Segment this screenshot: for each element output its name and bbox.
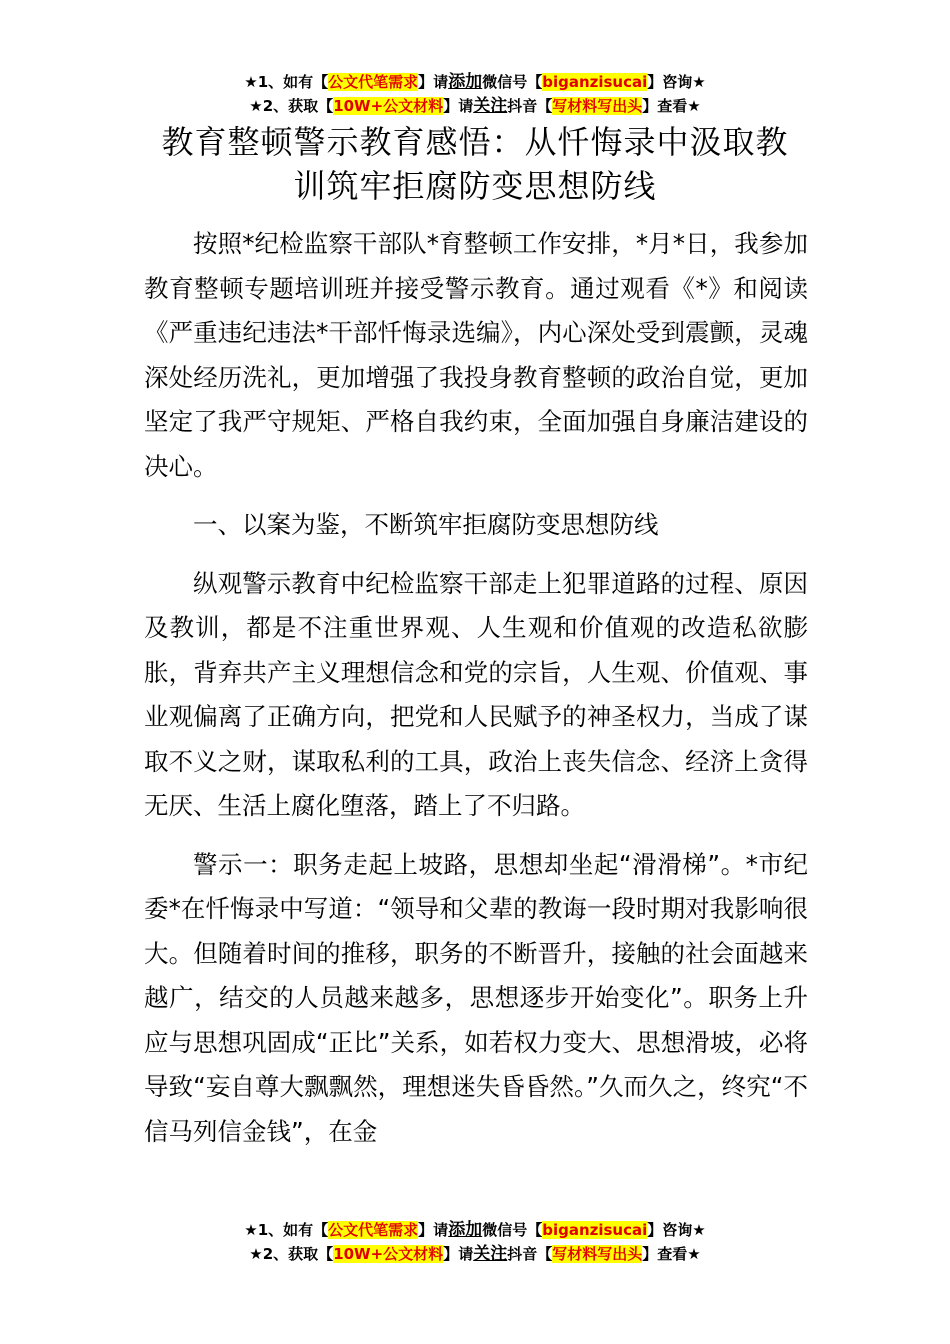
title-line-1: 教育整顿警示教育感悟：从忏悔录中汲取教 [161,123,789,161]
header-banner [0,70,950,118]
document-title [0,120,950,208]
banner-highlight: 10W+公文材料 [333,1245,444,1263]
banner-highlight: 公文代笔需求 [328,1221,419,1239]
section-heading: 一、以案为鉴，不断筑牢拒腐防变思想防线 [193,510,659,539]
paragraph-analysis: 纵观警示教育中纪检监察干部走上犯罪道路的过程、原因及教训，都是不注重世界观、人生观和价值观的改造私欲膨胀，背弃共产主义理想信念和党的宗旨，人生观、价值观、事业观偏离了正确方向，把党和人民赋予的神圣权力，当成了谋取不义之财，谋取私利的工具，政治上丧失信念、经济上贪得无厌、生活上腐化堕落，踏上了不归路。 [144,568,808,820]
banner-line-2: ★2、获取【10W+公文材料】请关注抖音【写材料写出头】查看★ [249,96,701,116]
banner-highlight: 写材料写出头 [552,1245,643,1263]
banner-line-2: ★2、获取【10W+公文材料】请关注抖音【写材料写出头】查看★ [249,1244,701,1264]
banner-highlight: 10W+公文材料 [333,97,444,115]
banner-line-1: ★1、如有【公文代笔需求】请添加微信号【biganzisucai】咨询★ [244,72,706,92]
banner-highlight: 公文代笔需求 [328,73,419,91]
title-line-2: 训筑牢拒腐防变思想防线 [293,167,657,205]
paragraph-intro: 按照*纪检监察干部队*育整顿工作安排，*月*日，我参加教育整顿专题培训班并接受警示教育。通过观看《*》和阅读《严重违纪违法*干部忏悔录选编》，内心深处受到震颤，灵魂深处经历洗礼，更加增强了我投身教育整顿的政治自觉，更加坚定了我严守规矩、严格自我约束，全面加强自身廉洁建设的决心。 [144,229,808,481]
banner-line-1: ★1、如有【公文代笔需求】请添加微信号【biganzisucai】咨询★ [244,1220,706,1240]
banner-highlight: biganzisucai [542,73,648,91]
footer-banner [0,1218,950,1266]
paragraph-warning-one: 警示一：职务走起上坡路，思想却坐起“滑滑梯”。*市纪委*在忏悔录中写道：“领导和父辈的教诲一段时期对我影响很大。但随着时间的推移，职务的不断晋升，接触的社会面越来越广，结交的人员越来越多，思想逐步开始变化”。职务上升应与思想巩固成“正比”关系，如若权力变大、思想滑坡，必将导致“妄自尊大飘飘然，理想迷失昏昏然。”久而久之，终究“不信马列信金钱”，在金 [144,849,808,1146]
banner-highlight: 写材料写出头 [552,97,643,115]
banner-highlight: biganzisucai [542,1221,648,1239]
document-body [144,222,808,1154]
